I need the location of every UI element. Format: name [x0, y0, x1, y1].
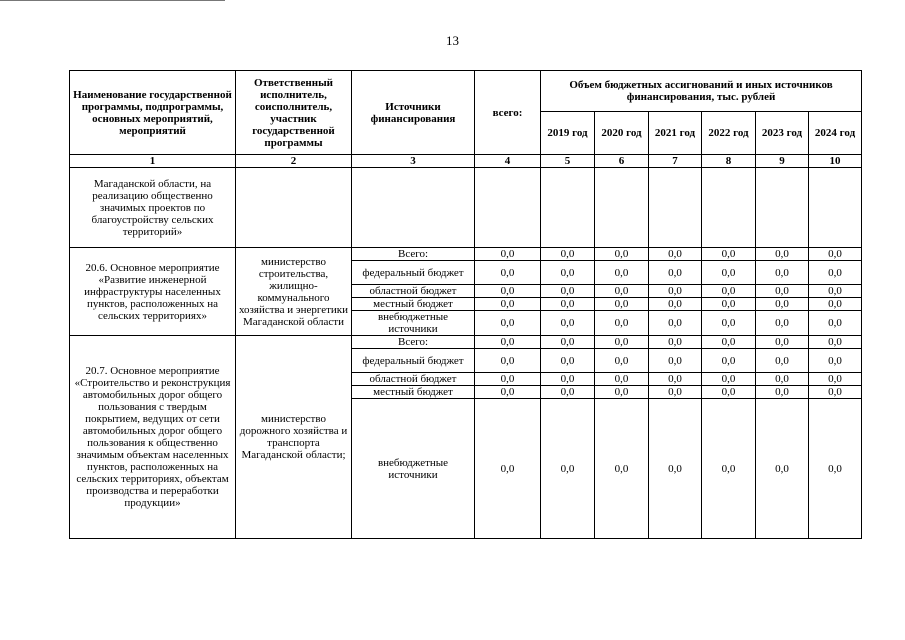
year-value: 0,0 — [809, 248, 862, 261]
responsible-executor: министерство дорожного хозяйства и транспорта Магаданской области; — [236, 336, 352, 539]
year-value: 0,0 — [756, 349, 809, 373]
year-value: 0,0 — [541, 311, 595, 336]
total-value: 0,0 — [475, 399, 541, 539]
total-value: 0,0 — [475, 248, 541, 261]
funding-source: Всего: — [352, 248, 475, 261]
funding-source: внебюджетные источники — [352, 399, 475, 539]
page-number: 13 — [446, 33, 459, 48]
year-value: 0,0 — [809, 336, 862, 349]
column-number: 2 — [236, 155, 352, 168]
total-value: 0,0 — [475, 349, 541, 373]
year-value: 0,0 — [756, 261, 809, 285]
year-value: 0,0 — [541, 349, 595, 373]
column-number-row — [70, 155, 862, 168]
funding-source: областной бюджет — [352, 285, 475, 298]
column-number: 1 — [70, 155, 236, 168]
header-row — [70, 71, 862, 112]
year-value: 0,0 — [649, 399, 702, 539]
column-number: 6 — [595, 155, 649, 168]
column-number: 3 — [352, 155, 475, 168]
year-value: 0,0 — [756, 373, 809, 386]
year-value: 0,0 — [809, 298, 862, 311]
year-value: 0,0 — [649, 311, 702, 336]
funding-row — [70, 248, 862, 261]
year-value: 0,0 — [541, 285, 595, 298]
funding-source: местный бюджет — [352, 298, 475, 311]
year-value: 0,0 — [809, 373, 862, 386]
year-value: 0,0 — [649, 386, 702, 399]
total-value: 0,0 — [475, 298, 541, 311]
funding-source: областной бюджет — [352, 373, 475, 386]
funding-row — [70, 336, 862, 349]
year-value: 0,0 — [649, 349, 702, 373]
header-budget: Объем бюджетных ассигнований и иных источников финансирования, тыс. рублей — [541, 71, 862, 112]
year-value: 0,0 — [702, 399, 756, 539]
year-value: 0,0 — [809, 261, 862, 285]
year-value: 0,0 — [595, 373, 649, 386]
year-value: 0,0 — [595, 261, 649, 285]
year-value: 0,0 — [541, 386, 595, 399]
total-value: 0,0 — [475, 336, 541, 349]
header-source: Источники финансирования — [352, 71, 475, 155]
year-value: 0,0 — [809, 311, 862, 336]
header-year: 2019 год — [541, 112, 595, 155]
year-value: 0,0 — [649, 285, 702, 298]
year-value: 0,0 — [809, 349, 862, 373]
column-number: 8 — [702, 155, 756, 168]
year-value: 0,0 — [541, 261, 595, 285]
year-value: 0,0 — [702, 349, 756, 373]
block-20-6 — [70, 248, 862, 336]
year-value: 0,0 — [595, 336, 649, 349]
year-value: 0,0 — [649, 336, 702, 349]
year-value: 0,0 — [756, 386, 809, 399]
year-value: 0,0 — [595, 248, 649, 261]
year-value: 0,0 — [756, 298, 809, 311]
year-value: 0,0 — [702, 248, 756, 261]
column-number: 7 — [649, 155, 702, 168]
header-year: 2022 год — [702, 112, 756, 155]
year-value: 0,0 — [702, 261, 756, 285]
responsible-executor: министерство строительства, жилищно-коммунального хозяйства и энергетики Магаданской области — [236, 248, 352, 336]
year-value: 0,0 — [541, 399, 595, 539]
total-value: 0,0 — [475, 311, 541, 336]
year-value: 0,0 — [809, 386, 862, 399]
year-value: 0,0 — [649, 373, 702, 386]
year-value: 0,0 — [756, 399, 809, 539]
year-value: 0,0 — [649, 261, 702, 285]
year-value: 0,0 — [595, 311, 649, 336]
year-value: 0,0 — [595, 386, 649, 399]
year-value: 0,0 — [541, 373, 595, 386]
year-value: 0,0 — [595, 285, 649, 298]
header-name: Наименование государственной программы, подпрограммы, основных мероприятий, мероприятий — [70, 71, 236, 155]
year-value: 0,0 — [541, 336, 595, 349]
year-value: 0,0 — [595, 298, 649, 311]
total-value: 0,0 — [475, 261, 541, 285]
column-number: 10 — [809, 155, 862, 168]
year-value: 0,0 — [541, 298, 595, 311]
header-responsible: Ответственный исполнитель, соисполнитель, участник государственной программы — [236, 71, 352, 155]
year-value: 0,0 — [809, 399, 862, 539]
header-total: всего: — [475, 71, 541, 155]
year-value: 0,0 — [809, 285, 862, 298]
year-value: 0,0 — [702, 311, 756, 336]
intro-name: Магаданской области, на реализацию общественно значимых проектов по благоустройству сельских территорий» — [70, 168, 236, 248]
activity-name: 20.6. Основное мероприятие «Развитие инженерной инфраструктуры населенных пунктов, расположенных на сельских территориях» — [70, 248, 236, 336]
year-value: 0,0 — [595, 349, 649, 373]
year-value: 0,0 — [702, 386, 756, 399]
header-year: 2023 год — [756, 112, 809, 155]
year-value: 0,0 — [541, 248, 595, 261]
column-number: 9 — [756, 155, 809, 168]
column-number: 5 — [541, 155, 595, 168]
year-value: 0,0 — [595, 399, 649, 539]
total-value: 0,0 — [475, 386, 541, 399]
scan-edge-line — [0, 0, 225, 1]
year-value: 0,0 — [702, 285, 756, 298]
funding-source: местный бюджет — [352, 386, 475, 399]
year-value: 0,0 — [702, 373, 756, 386]
funding-source: федеральный бюджет — [352, 349, 475, 373]
header-year: 2021 год — [649, 112, 702, 155]
year-value: 0,0 — [756, 311, 809, 336]
total-value: 0,0 — [475, 285, 541, 298]
funding-source: внебюджетные источники — [352, 311, 475, 336]
funding-source: федеральный бюджет — [352, 261, 475, 285]
year-value: 0,0 — [756, 248, 809, 261]
total-value: 0,0 — [475, 373, 541, 386]
year-value: 0,0 — [649, 248, 702, 261]
year-value: 0,0 — [702, 298, 756, 311]
column-number: 4 — [475, 155, 541, 168]
year-value: 0,0 — [649, 298, 702, 311]
intro-row — [70, 168, 862, 248]
block-20-7 — [70, 336, 862, 539]
header-year: 2020 год — [595, 112, 649, 155]
funding-source: Всего: — [352, 336, 475, 349]
year-value: 0,0 — [702, 336, 756, 349]
activity-name: 20.7. Основное мероприятие «Строительство и реконструкция автомобильных дорог общего пользования с твердым покрытием, ведущих от сети автомобильных дорог общего пользования к общественно значимым объектам населенных пунктов, расположенных на сельских территориях, объектам производства и переработки продукции» — [70, 336, 236, 539]
budget-table — [69, 70, 862, 539]
year-value: 0,0 — [756, 336, 809, 349]
year-value: 0,0 — [756, 285, 809, 298]
header-year: 2024 год — [809, 112, 862, 155]
